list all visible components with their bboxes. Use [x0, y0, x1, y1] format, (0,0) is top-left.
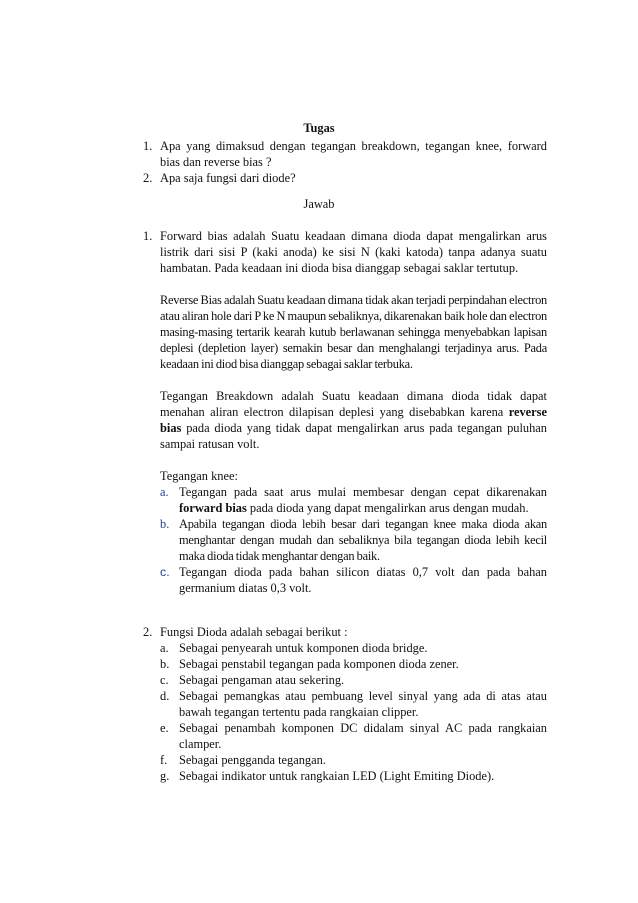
- function-item-f-text: Sebagai pengganda tegangan.: [179, 753, 326, 767]
- answer-2-number: 2.: [143, 625, 153, 639]
- function-item-e-letter: e.: [160, 721, 169, 735]
- knee-item-a: [160, 484, 547, 516]
- answer-heading: Jawab: [303, 197, 335, 211]
- knee-a-text-end: pada dioda yang dapat mengalirkan arus dengan mudah.: [246, 501, 529, 515]
- function-item-a-letter: a.: [160, 641, 169, 655]
- forward-bias-paragraph: Forward bias adalah Suatu keadaan dimana dioda dapat mengalirkan arus listrik dari sisi P (kaki anoda) ke sisi N (kaki katoda) tanpa adanya suatu hambatan. Pada keadaan ini dioda bisa dianggap sebagai saklar tertutup.: [160, 229, 547, 275]
- answer-2-intro: Fungsi Dioda adalah sebagai berikut :: [160, 625, 348, 639]
- question-2: [143, 170, 547, 186]
- breakdown-paragraph: [160, 388, 547, 452]
- knee-item-a-letter: a.: [160, 485, 169, 499]
- question-1: [143, 138, 547, 170]
- question-2-number: 2.: [143, 171, 153, 185]
- question-2-text: Apa saja fungsi dari diode?: [160, 171, 296, 185]
- question-list: [143, 138, 547, 186]
- function-item-g-letter: g.: [160, 769, 170, 783]
- breakdown-text-end: pada dioda yang tidak dapat mengalirkan arus pada tegangan puluhan sampai ratusan volt.: [160, 421, 547, 451]
- function-item-g-text: Sebagai indikator untuk rangkaian LED (Light Emiting Diode).: [179, 769, 495, 783]
- function-item-f-letter: f.: [160, 753, 168, 767]
- function-item-c-letter: c.: [160, 673, 169, 687]
- knee-item-c-text: Tegangan dioda pada bahan silicon diatas 0,7 volt dan pada bahan germanium diatas 0,3 volt.: [179, 565, 547, 595]
- knee-heading: Tegangan knee:: [160, 469, 238, 483]
- knee-a-text-start: Tegangan pada saat arus mulai membesar dengan cepat dikarenakan: [179, 485, 547, 499]
- function-item-b-text: Sebagai penstabil tegangan pada komponen dioda zener.: [179, 657, 459, 671]
- reverse-bias-paragraph: Reverse Bias adalah Suatu keadaan dimana tidak akan terjadi perpindahan electron atau aliran hole dari P ke N maupun sebaliknya, dikarenakan baik hole dan electron masing-masing tertarik kearah kutub berlawanan sehingga menyebabkan lapisan deplesi (depletion layer) semakin besar dan menghalangi terjadinya arus. Pada keadaan ini diod bisa dianggap sebagai saklar terbuka.: [160, 293, 547, 371]
- function-item-e: [160, 720, 547, 752]
- knee-item-c-letter: c.: [160, 565, 170, 579]
- breakdown-text-start: Tegangan Breakdown adalah Suatu keadaan dimana dioda tidak dapat menahan aliran electron dilapisan deplesi yang disebabkan karena: [160, 389, 547, 419]
- function-item-f: [160, 752, 547, 768]
- answer-1-number: 1.: [143, 229, 153, 243]
- question-1-number: 1.: [143, 139, 153, 153]
- breakdown-bold-term: reverse bias: [160, 405, 547, 435]
- knee-item-c: [160, 564, 547, 596]
- function-item-d-letter: d.: [160, 689, 170, 703]
- knee-a-bold-term: forward bias: [179, 501, 247, 515]
- knee-item-b-text: Apabila tegangan dioda lebih besar dari tegangan knee maka dioda akan menghantar dengan mudah dan sebaliknya bila tegangan dioda lebih kecil maka dioda tidak menghantar dengan baik.: [179, 517, 547, 563]
- function-item-b-letter: b.: [160, 657, 170, 671]
- function-item-g: [160, 768, 547, 784]
- knee-item-b-letter: b.: [160, 517, 170, 531]
- answer-1: [143, 228, 547, 596]
- knee-item-a-text: [179, 484, 547, 516]
- answer-2: [143, 624, 547, 784]
- function-item-c: [160, 672, 547, 688]
- page-title: Tugas: [303, 121, 335, 135]
- function-item-d: [160, 688, 547, 720]
- knee-item-b: [160, 516, 547, 564]
- function-item-c-text: Sebagai pengaman atau sekering.: [179, 673, 345, 687]
- function-item-a-text: Sebagai penyearah untuk komponen dioda bridge.: [179, 641, 428, 655]
- function-item-b: [160, 656, 547, 672]
- function-item-e-text: Sebagai penambah komponen DC didalam sinyal AC pada rangkaian clamper.: [179, 721, 547, 751]
- function-item-a: [160, 640, 547, 656]
- function-item-d-text: Sebagai pemangkas atau pembuang level sinyal yang ada di atas atau bawah tegangan tertentu pada rangkaian clipper.: [179, 689, 547, 719]
- question-1-text: Apa yang dimaksud dengan tegangan breakdown, tegangan knee, forward bias dan reverse bias ?: [160, 139, 547, 169]
